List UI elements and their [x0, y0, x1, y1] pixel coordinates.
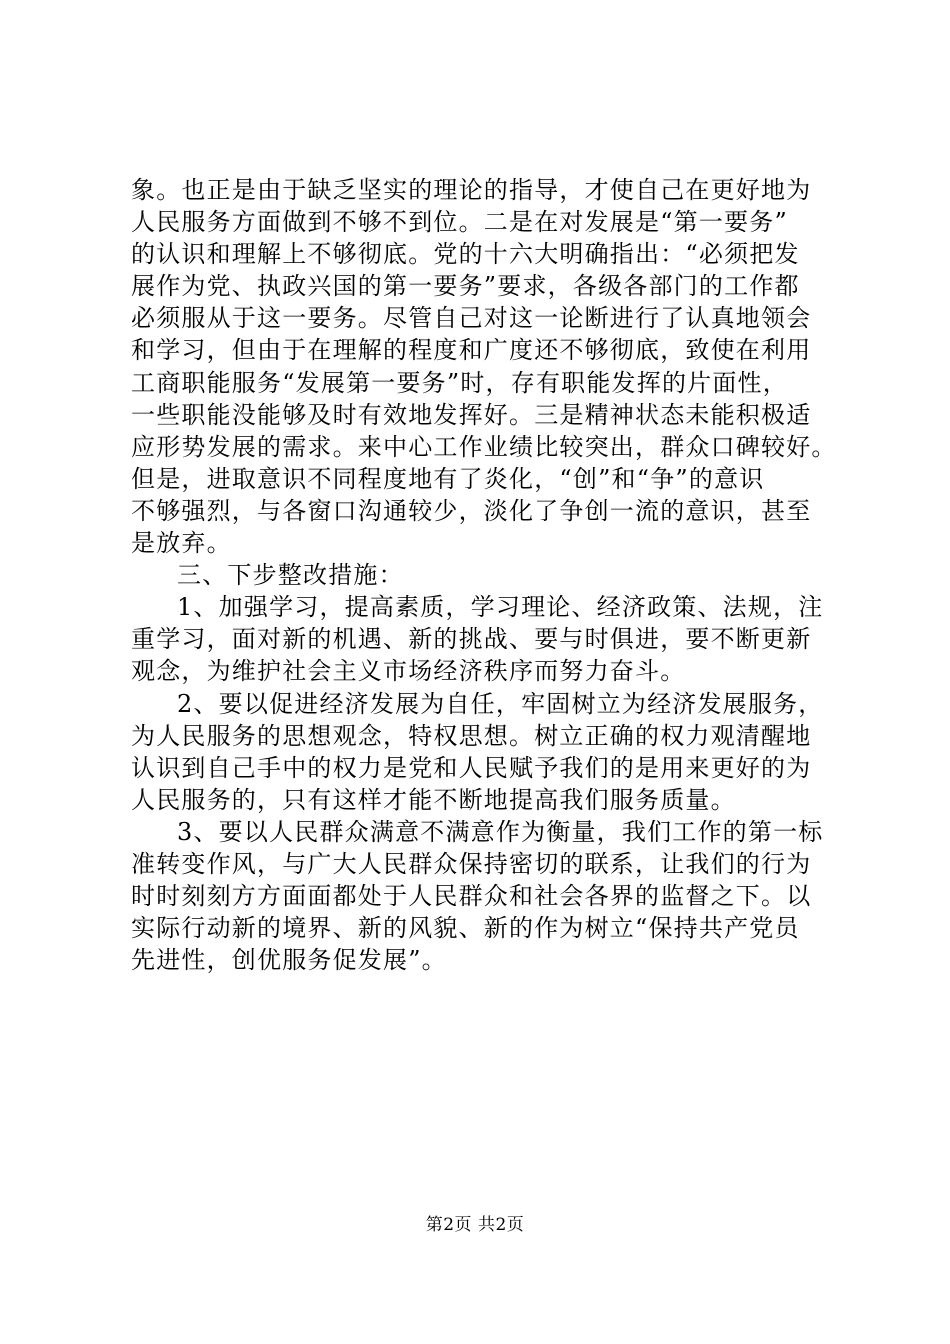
text-line: 观念，为维护社会主义市场经济秩序而努力奋斗。 [131, 657, 686, 686]
text-line: 3、要以人民群众满意不满意作为衡量，我们工作的第一标 [177, 817, 824, 846]
text-line: 必须服从于这一要务。尽管自己对这一论断进行了认真地领会 [131, 304, 812, 333]
text-line: 1、加强学习，提高素质，学习理论、经济政策、法规，注 [177, 593, 824, 622]
text-line: 实际行动新的境界、新的风貌、新的作为树立“保持共产党员 [131, 914, 800, 943]
text-line: 但是，进取意识不同程度地有了炎化，“创”和“争”的意识 [131, 464, 765, 493]
text-line: 工商职能服务“发展第一要务”时，存有职能发挥的片面性， [131, 368, 788, 397]
text-line: 重学习，面对新的机遇、新的挑战、要与时俱进，要不断更新 [131, 625, 812, 654]
text-line: 人民服务方面做到不够不到位。二是在对发展是“第一要务” [131, 208, 788, 237]
text-line: 展作为党、执政兴国的第一要务”要求，各级各部门的工作都 [131, 272, 800, 301]
text-line: 2、要以促进经济发展为自任，牢固树立为经济发展服务， [177, 689, 824, 718]
text-line: 不够强烈，与各窗口沟通较少，淡化了争创一流的意识，甚至 [131, 496, 812, 525]
text-line: 应形势发展的需求。来中心工作业绩比较突出，群众口碑较好。 [131, 432, 837, 461]
text-line: 先进性，创优服务促发展”。 [131, 946, 447, 975]
page-footer: 第2页 共2页 [425, 1215, 525, 1235]
text-line: 人民服务的，只有这样才能不断地提高我们服务质量。 [131, 785, 736, 814]
text-line: 和学习，但由于在理解的程度和广度还不够彻底，致使在利用 [131, 336, 812, 365]
section-heading: 三、下步整改措施： [177, 561, 404, 590]
text-line: 一些职能没能够及时有效地发挥好。三是精神状态未能积极适 [131, 400, 812, 429]
document-body [131, 174, 837, 976]
text-line: 的认识和理解上不够彻底。党的十六大明确指出：“必须把发 [131, 240, 800, 269]
text-line: 准转变作风，与广大人民群众保持密切的联系，让我们的行为 [131, 849, 812, 878]
text-line: 象。也正是由于缺乏坚实的理论的指导，才使自己在更好地为 [131, 176, 812, 204]
text-line: 认识到自己手中的权力是党和人民赋予我们的是用来更好的为 [131, 753, 812, 782]
text-line: 为人民服务的思想观念，特权思想。树立正确的权力观清醒地 [131, 721, 812, 750]
text-line: 是放弃。 [131, 529, 232, 558]
text-line: 时时刻刻方方面面都处于人民群众和社会各界的监督之下。以 [131, 882, 812, 911]
